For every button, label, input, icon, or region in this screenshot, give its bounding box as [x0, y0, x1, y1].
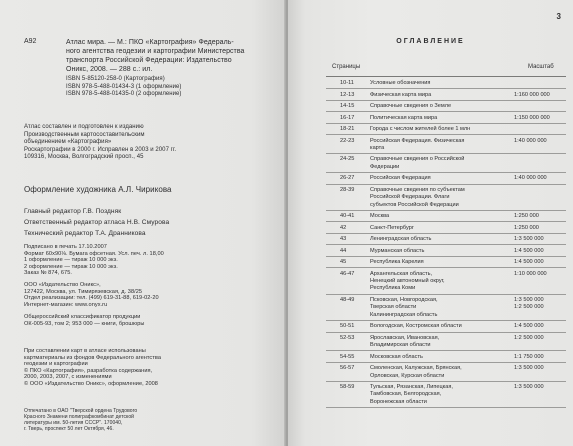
classifier-block	[24, 314, 144, 327]
toc-entry-pages: 22-23	[340, 137, 355, 144]
toc-entry-pages: 40-41	[340, 213, 355, 220]
toc-entry-rule	[326, 153, 566, 154]
toc-entry-pages: 48-49	[340, 296, 355, 303]
toc-entry	[288, 384, 573, 406]
toc-entry-rule	[326, 362, 566, 363]
toc-entry	[288, 80, 573, 87]
toc-entry-scale: 1:4 500 000	[514, 323, 544, 330]
text-line: Ответственный редактор атласа Н.В. Смурова	[24, 219, 170, 226]
toc-entry-pages: 44	[340, 247, 347, 254]
toc-entry-title: Московская область	[370, 353, 423, 360]
left-page-imprint	[0, 0, 286, 446]
toc-header-scale: Масштаб	[528, 64, 554, 70]
toc-entry-rule	[326, 221, 566, 222]
toc-entry-scale: 1:3 500 000	[514, 384, 544, 390]
toc-entry-rule	[326, 256, 566, 257]
toc-entry-rule	[326, 320, 566, 321]
page-number: 3	[556, 12, 561, 21]
text-line: Отдел реализации: тел. (499) 619-31-88, 619-02-20	[24, 295, 159, 302]
toc-entry-title: Республика Карелия	[370, 259, 424, 266]
toc-entry-scale: 1:1 750 000	[514, 353, 544, 360]
toc-entry-rule	[326, 210, 566, 211]
toc-entry	[288, 175, 573, 182]
toc-entry-rule	[326, 267, 566, 268]
text-line: Атлас составлен и подготовлен к изданию	[24, 124, 144, 130]
toc-entry-title: Российская Федерация. Физическая карта	[370, 137, 465, 151]
text-line: картматериалы из фондов Федерального агентства	[24, 354, 162, 361]
toc-entry-title: Вологодская, Костромская области	[370, 323, 462, 330]
toc-entry-scale: 1:250 000	[514, 224, 539, 231]
toc-entry	[288, 297, 573, 319]
toc-entry-rule	[326, 111, 566, 112]
isbn-block	[66, 76, 181, 99]
toc-entry	[288, 138, 573, 153]
toc-entry-pages: 42	[340, 224, 347, 231]
toc-entry-scale: 1:160 000 000	[514, 91, 550, 98]
toc-entry	[288, 271, 573, 293]
toc-entry-pages: 10-11	[340, 80, 354, 86]
publisher-block	[24, 282, 159, 308]
text-line: ISBN 978-5-488-01434-3 (1 оформление)	[66, 83, 182, 90]
text-line: Заказ № 874, 675.	[24, 270, 72, 277]
toc-entry-pages: 28-39	[340, 186, 355, 193]
text-line: Общероссийский классификатор продукции	[24, 314, 141, 320]
toc-header-pages: Страницы	[332, 64, 361, 70]
text-line: © ООО «Издательство Оникс», оформление, 2008	[24, 380, 158, 387]
toc-entry-title: Псковская, Новгородская, Тверская области Калининградская область	[370, 296, 438, 318]
sources-block	[24, 348, 161, 388]
text-line: Формат 60х90⅛. Бумага офсетная. Усл. печ. л. 18,00	[24, 250, 164, 257]
toc-entry	[288, 354, 573, 361]
toc-entry-pages: 18-21	[340, 126, 355, 132]
text-line: ОК-005-93, том 2; 953 000 — книги, брошюры	[24, 320, 145, 327]
toc-entry	[288, 259, 573, 266]
toc-entry-title: Тульская, Рязанская, Липецкая, Тамбовская, Белгородская, Воронежская области	[370, 384, 453, 405]
text-line: 2000, 2003, 2007, с изменениями	[24, 374, 112, 381]
toc-entry-pages: 16-17	[340, 114, 355, 121]
text-line: 109316, Москва, Волгоградский просп., 45	[24, 154, 144, 161]
text-line: Роскартографии в 2000 г. Исправлен в 2003 и 2007 гг.	[24, 146, 177, 153]
toc-entry-scale: 1:150 000 000	[514, 114, 550, 121]
toc-entry-rule	[326, 350, 566, 351]
toc-entry-title: Мурманская область	[370, 247, 425, 254]
text-line: Оникс, 2008. — 288 с.: ил.	[66, 66, 153, 73]
imprint-block	[66, 38, 244, 74]
toc-entry-title: Справочные сведения о Земле	[370, 103, 452, 109]
toc-entry-title: Архангельская область, Ненецкий автономный округ, Республика Коми	[370, 270, 445, 292]
text-line: транспорта Российской Федерации: Издательство	[66, 57, 232, 64]
text-line: Интернет-магазин: www.onyx.ru	[24, 301, 108, 308]
toc-entry-pages: 45	[340, 259, 347, 266]
toc-entry-scale: 1:250 000	[514, 213, 539, 220]
text-line: 127422, Москва, ул. Тимирязевская, д. 38/25	[24, 288, 143, 295]
toc-entry-rule	[326, 407, 566, 408]
compiled-by-block	[24, 124, 176, 162]
toc-entry-rule	[326, 244, 566, 245]
editors-block	[24, 206, 169, 239]
text-line: 2 оформление — тираж 10 000 экз.	[24, 263, 118, 270]
toc-entry-scale: 1:4 500 000	[514, 259, 544, 266]
toc-entry-scale: 1:40 000 000	[514, 175, 547, 182]
text-line: © ПКО «Картография», разработка содержания,	[24, 367, 153, 374]
toc-entry	[288, 225, 573, 232]
toc-entry-pages: 24-25	[340, 156, 355, 163]
toc-entry-scale: 1:40 000 000	[514, 137, 547, 144]
toc-entry	[288, 236, 573, 243]
toc-entry-pages: 26-27	[340, 175, 355, 182]
toc-entry-rule	[326, 100, 566, 101]
toc-entry-pages: 43	[340, 236, 347, 243]
toc-entry-rule	[326, 332, 566, 333]
text-line: Главный редактор Г.В. Поздняк	[24, 208, 122, 215]
text-line: Отпечатано в ОАО "Тверской ордена Трудового	[24, 408, 138, 414]
toc-entry-title: Города с числом жителей более 1 млн	[370, 126, 471, 132]
toc-entry-pages: 58-59	[340, 384, 355, 390]
designer-credit: Оформление художника А.Л. Чирикова	[24, 185, 172, 194]
toc-entry-pages: 46-47	[340, 270, 355, 277]
toc-entry-rule	[326, 381, 566, 382]
toc-entry-title: Справочные сведения по субъектам Российской Федерации. Флаги субъектов Российской Федерации	[370, 186, 465, 208]
toc-title: ОГЛАВЛЕНИЕ	[396, 38, 465, 45]
toc-entry-title: Политическая карта мира	[370, 114, 438, 121]
toc-entry-pages: 50-51	[340, 323, 355, 330]
toc-entry-pages: 52-53	[340, 334, 355, 341]
toc-entry-rule	[326, 88, 566, 89]
toc-entry-scale: 1:3 500 000 1:2 500 000	[514, 296, 544, 311]
toc-entry-rule	[326, 123, 566, 124]
text-line: Атлас мира. — М.: ПКО «Картография» Федераль-	[66, 39, 234, 46]
toc-entry-scale: 1:2 500 000	[514, 334, 544, 341]
toc-entry-scale: 1:3 500 000	[514, 365, 544, 372]
toc-entry-pages: 12-13	[340, 91, 355, 98]
toc-entry	[288, 92, 573, 99]
printed-at-block	[24, 408, 137, 432]
toc-entry	[288, 156, 573, 171]
toc-entry-rule	[326, 233, 566, 234]
right-page-contents	[288, 0, 573, 446]
toc-entry	[288, 213, 573, 220]
toc-entry	[288, 248, 573, 255]
text-line: Производственным картосоставительским	[24, 131, 145, 138]
text-line: Технический редактор Т.А. Дранникова	[24, 230, 146, 237]
text-line: геодезии и картографии	[24, 361, 88, 368]
toc-entry	[288, 323, 573, 330]
toc-entry-title: Российская Федерация	[370, 175, 431, 182]
toc-entry-scale: 1:4 500 000	[514, 247, 544, 254]
toc-entry-title: Санкт-Петербург	[370, 224, 414, 231]
text-line: литературы им. 50-летия СССР". 170040,	[24, 420, 123, 426]
toc-entry-title: Москва	[370, 213, 390, 220]
call-number: A92	[24, 38, 37, 45]
toc-entry-title: Справочные сведения о Российской Федерации	[370, 156, 465, 170]
text-line: объединением «Картография»	[24, 139, 112, 146]
toc-entry-pages: 56-57	[340, 365, 355, 372]
toc-entry	[288, 365, 573, 380]
toc-entry-title: Физическая карта мира	[370, 91, 432, 98]
toc-entry	[288, 126, 573, 133]
toc-entry-pages: 54-55	[340, 353, 355, 360]
toc-entry-title: Смоленская, Калужская, Брянская, Орловская, Курская области	[370, 365, 462, 379]
toc-entry-pages: 14-15	[340, 103, 355, 109]
toc-entry-rule	[326, 172, 566, 173]
print-info-block	[24, 244, 164, 277]
toc-entry-title: Ярославская, Ивановская, Владимирская области	[370, 334, 440, 349]
text-line: ISBN 978-5-488-01435-0 (2 оформление)	[66, 91, 182, 98]
toc-entry-rule	[326, 294, 566, 295]
text-line: Красного Знамени полиграфкомбинат детской	[24, 414, 135, 420]
text-line: При составлении карт в атласе использованы	[24, 348, 146, 354]
toc-entry-title: Условные обозначения	[370, 80, 431, 86]
toc-entry	[288, 115, 573, 122]
toc-entry	[288, 335, 573, 350]
text-line: ООО «Издательство Оникс»,	[24, 282, 101, 288]
text-line: ного агентства геодезии и картографии Министерства	[66, 48, 245, 55]
toc-entry	[288, 103, 573, 110]
text-line: ISBN 5-85120-258-0 (Картография)	[66, 76, 165, 82]
text-line: 1 оформление — тираж 10 000 экз.	[24, 257, 118, 264]
toc-header-rule	[326, 76, 566, 77]
toc-entry-title: Ленинградская область	[370, 236, 432, 243]
toc-entry-rule	[326, 134, 566, 135]
toc-entry-scale: 1:3 500 000	[514, 236, 544, 243]
toc-entry-scale: 1:10 000 000	[514, 270, 547, 277]
text-line: Подписано в печать 17.10.2007	[24, 244, 107, 250]
text-line: г. Тверь, проспект 50 лет Октября, 46.	[24, 426, 114, 432]
toc-entry	[288, 187, 573, 209]
toc-entry-rule	[326, 184, 566, 185]
